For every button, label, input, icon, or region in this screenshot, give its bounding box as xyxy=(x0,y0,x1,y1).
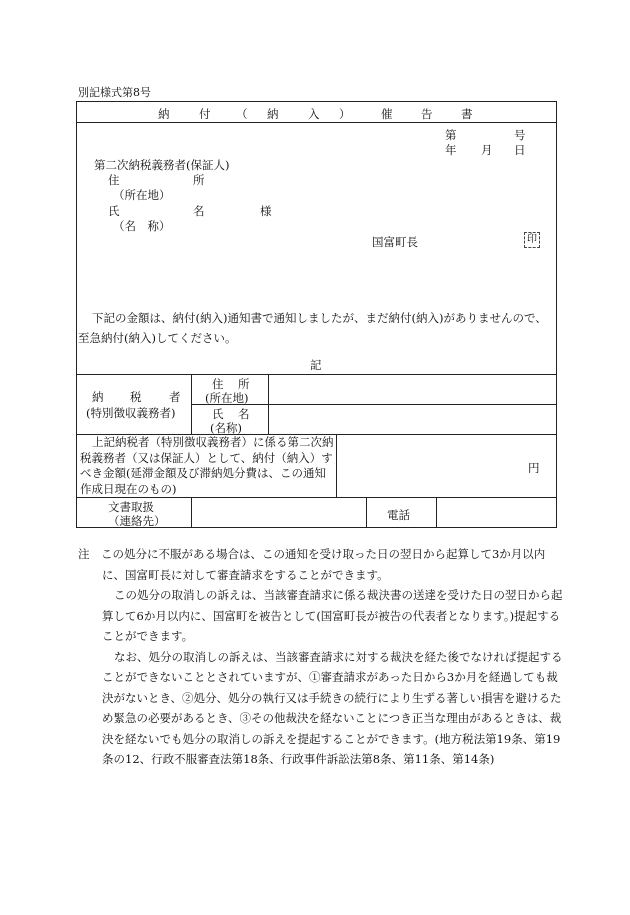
number-suffix: 号 xyxy=(514,128,526,142)
title-char: 付 xyxy=(199,107,211,121)
contact-field[interactable] xyxy=(193,499,364,527)
notice-text: 下記の金額は、納付(納入)通知書で通知しましたが、まだ納付(納入)がありませんので、至急納付(納入)してください。 xyxy=(78,311,547,345)
taxpayer-address-label-2: 所 xyxy=(238,377,250,391)
contact-col-1 xyxy=(191,497,192,528)
taxpayer-label-2: 税 xyxy=(130,390,142,404)
form-label: 別記様式第8号 xyxy=(78,86,151,99)
recipient-address-label-2: 所 xyxy=(193,173,205,187)
ki-divider xyxy=(76,374,557,375)
note-paragraph-3: なお、処分の取消しの訴えは、当該審査請求に対する裁決を経た後でなければ提起することができないこととされていますが、①審査請求があった日から3か月を経過しても裁決がないとき、②処分、処分の執行又は手続きの続行により生ずる著しい損害を避けるため緊急の必要があるとき、③その他裁決を経ないことにつき正当な理由があるときは、裁決を経ないでも処分の取消しの訴えを提起することができます。(地方税法第19条、第19条の12、行政不服審査法第18条、行政事件訴訟法第8条、第11条、第14条) xyxy=(102,649,563,766)
amount-description: 上記納税者（特別徴収義務者）に係る第二次納税義務者（又は保証人）として、納付（納入）すべき金額(延滞金額及び滞納処分費は、この通知作成日現在のもの) xyxy=(80,435,334,496)
taxpayer-address-label-1: 住 xyxy=(212,377,224,391)
recipient-role: 第二次納税義務者(保証人) xyxy=(94,158,230,172)
title-char: 入 xyxy=(308,107,320,121)
date-year: 年 xyxy=(445,143,457,157)
recipient-name-label-2: 名 xyxy=(193,204,205,218)
title-char: ） xyxy=(339,107,351,121)
note-paragraph-2: この処分の取消しの訴えは、当該審査請求に係る裁決書の送達を受けた日の翌日から起算して6か月以内に、国富町を被告として(国富町長が被告の代表者となります。)提起することができます。 xyxy=(102,588,563,643)
recipient-honorific: 様 xyxy=(260,204,272,218)
title-char: 書 xyxy=(461,107,473,121)
ki-label: 記 xyxy=(310,358,322,372)
amount-divider xyxy=(76,497,557,498)
note-paragraph-1: 注 この処分に不服がある場合は、この通知を受け取った日の翌日から起算して3か月以内に、国富町長に対して審査請求をすることができます。 xyxy=(78,547,546,582)
title-char: 告 xyxy=(421,107,433,121)
phone-field[interactable] xyxy=(438,499,555,527)
title-char: （ xyxy=(236,107,248,121)
taxpayer-name-label-2: 名 xyxy=(238,407,250,421)
taxpayer-label-1: 納 xyxy=(92,390,104,404)
taxpayer-sub: (特別徴収義務者) xyxy=(86,406,176,420)
amount-field[interactable] xyxy=(338,436,518,496)
seal-mark: 印 xyxy=(524,232,540,248)
date-month: 月 xyxy=(481,143,493,157)
date-day: 日 xyxy=(514,143,526,157)
taxpayer-name-field[interactable] xyxy=(270,406,555,433)
taxpayer-address-sub: (所在地) xyxy=(205,391,249,405)
taxpayer-label-3: 者 xyxy=(169,390,181,404)
number-prefix: 第 xyxy=(445,128,457,142)
contact-label: 文書取扱 xyxy=(108,500,154,514)
taxpayer-col-2 xyxy=(268,374,269,434)
title-divider xyxy=(76,122,557,123)
contact-col-3 xyxy=(436,497,437,528)
contact-sub: （連絡先） xyxy=(108,514,166,528)
title-char: 催 xyxy=(381,107,393,121)
title-char: 納 xyxy=(267,107,279,121)
amount-col xyxy=(336,434,337,497)
title-char: 納 xyxy=(158,107,170,121)
taxpayer-name-label-1: 氏 xyxy=(212,407,224,421)
recipient-address-sub: （所在地） xyxy=(113,188,171,202)
phone-label: 電話 xyxy=(387,508,410,522)
recipient-name-label-1: 氏 xyxy=(108,204,120,218)
notes-block xyxy=(78,544,564,770)
amount-unit: 円 xyxy=(528,461,540,475)
issuer-name: 国富町長 xyxy=(372,235,418,249)
taxpayer-col-1 xyxy=(191,374,192,434)
recipient-name-sub: （名 称） xyxy=(113,219,171,233)
recipient-address-label-1: 住 xyxy=(108,173,120,187)
taxpayer-address-field[interactable] xyxy=(270,376,555,403)
taxpayer-name-sub: (名称) xyxy=(210,421,242,435)
contact-col-2 xyxy=(366,497,367,528)
